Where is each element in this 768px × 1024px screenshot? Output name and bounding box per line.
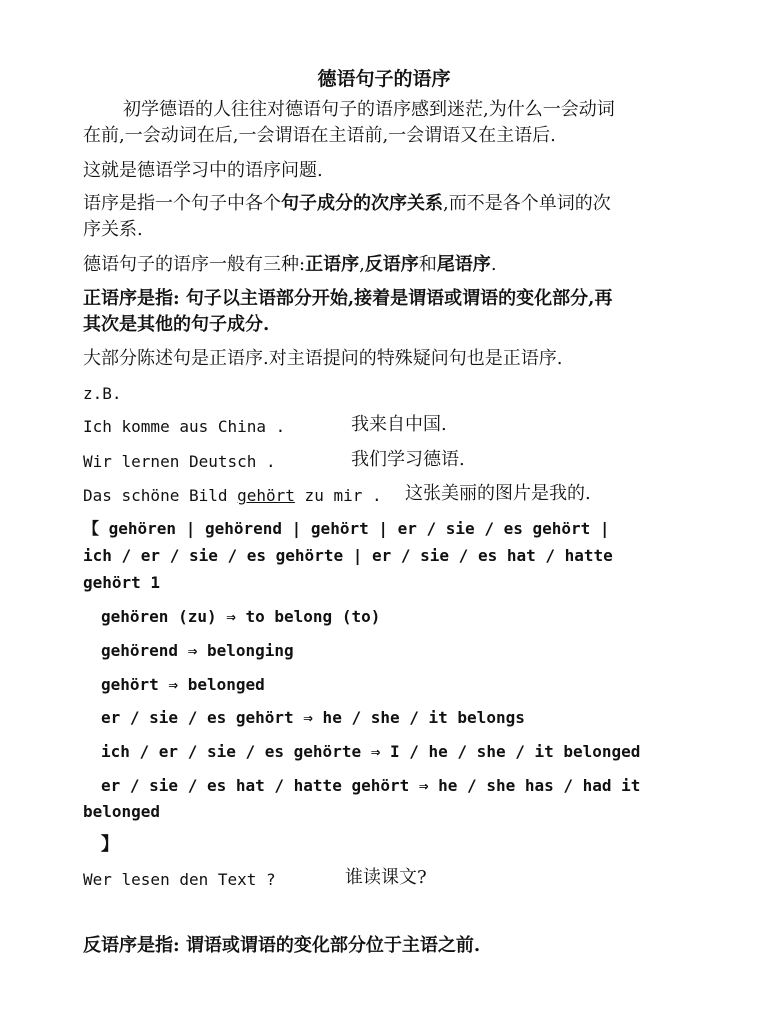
- example-3-post: zu mir .: [294, 486, 382, 505]
- types-pre: 德语句子的语序一般有三种:: [83, 254, 306, 275]
- paragraph-intro-line1: 初学德语的人往往对德语句子的语序感到迷茫,为什么一会动词: [123, 99, 615, 120]
- gehoert-link[interactable]: gehört: [237, 486, 295, 505]
- example-2-german: Wir lernen Deutsch .: [83, 452, 276, 471]
- paragraph-definition-line1: [83, 193, 611, 215]
- paragraph-intro-line2: 在前,一会动词在后,一会谓语在主语前,一会谓语又在主语后.: [83, 125, 556, 146]
- gloss-item-2: gehörend ⇒ belonging: [101, 641, 294, 660]
- types-sep2: 和: [418, 254, 437, 275]
- paragraph-word-order-problem: 这就是德语学习中的语序问题.: [83, 160, 323, 181]
- definition-text-bold: 句子成分的次序关系: [281, 193, 443, 214]
- types-end: .: [490, 254, 497, 275]
- example-1-chinese: 我来自中国.: [351, 414, 447, 435]
- example-2-chinese: 我们学习德语.: [351, 449, 465, 470]
- gloss-item-3: gehört ⇒ belonged: [101, 675, 265, 694]
- gloss-header-line3: gehört 1: [83, 573, 161, 592]
- type-inverted-order: 反语序: [364, 254, 419, 275]
- paragraph-three-types: [83, 254, 497, 276]
- paragraph-statement-sentences: 大部分陈述句是正语序.对主语提问的特殊疑问句也是正语序.: [83, 348, 563, 369]
- gloss-item-1: gehören (zu) ⇒ to belong (to): [101, 607, 381, 626]
- definition-text-pre: 语序是指一个句子中各个: [83, 193, 281, 214]
- types-sep1: ,: [359, 254, 365, 275]
- gloss-item-4: er / sie / es gehört ⇒ he / she / it belongs: [101, 708, 525, 727]
- type-final-order: 尾语序: [436, 254, 491, 275]
- example-4-german: Wer lesen den Text ?: [83, 870, 276, 889]
- example-3-german: [83, 485, 382, 507]
- label-zb: z.B.: [83, 384, 122, 403]
- paragraph-definition-line2: 序关系.: [83, 219, 143, 240]
- example-3-chinese: 这张美丽的图片是我的.: [405, 483, 591, 504]
- definition-text-post: ,而不是各个单词的次: [443, 193, 611, 214]
- example-1-german: Ich komme aus China .: [83, 417, 286, 436]
- paragraph-normal-order-line1: 正语序是指: 句子以主语部分开始,接着是谓语或谓语的变化部分,再: [83, 288, 613, 309]
- type-normal-order: 正语序: [305, 254, 360, 275]
- paragraph-normal-order-line2: 其次是其他的句子成分.: [83, 314, 270, 335]
- gloss-header-line2: ich / er / sie / es gehörte | er / sie / es hat / hatte: [83, 546, 613, 565]
- gloss-item-6-wrap: belonged: [83, 802, 161, 821]
- gloss-item-6: er / sie / es hat / hatte gehört ⇒ he / she has / had it: [101, 776, 641, 795]
- page-title: 德语句子的语序: [317, 68, 451, 90]
- gloss-header-line1: 【 gehören | gehörend | gehört | er / sie / es gehört |: [83, 519, 610, 538]
- example-3-pre: Das schöne Bild: [83, 486, 238, 505]
- gloss-item-5: ich / er / sie / es gehörte ⇒ I / he / she / it belonged: [101, 742, 641, 761]
- gloss-close-bracket: 】: [101, 834, 119, 855]
- paragraph-inverted-order: 反语序是指: 谓语或谓语的变化部分位于主语之前.: [83, 935, 481, 956]
- example-4-chinese: 谁读课文?: [345, 867, 427, 888]
